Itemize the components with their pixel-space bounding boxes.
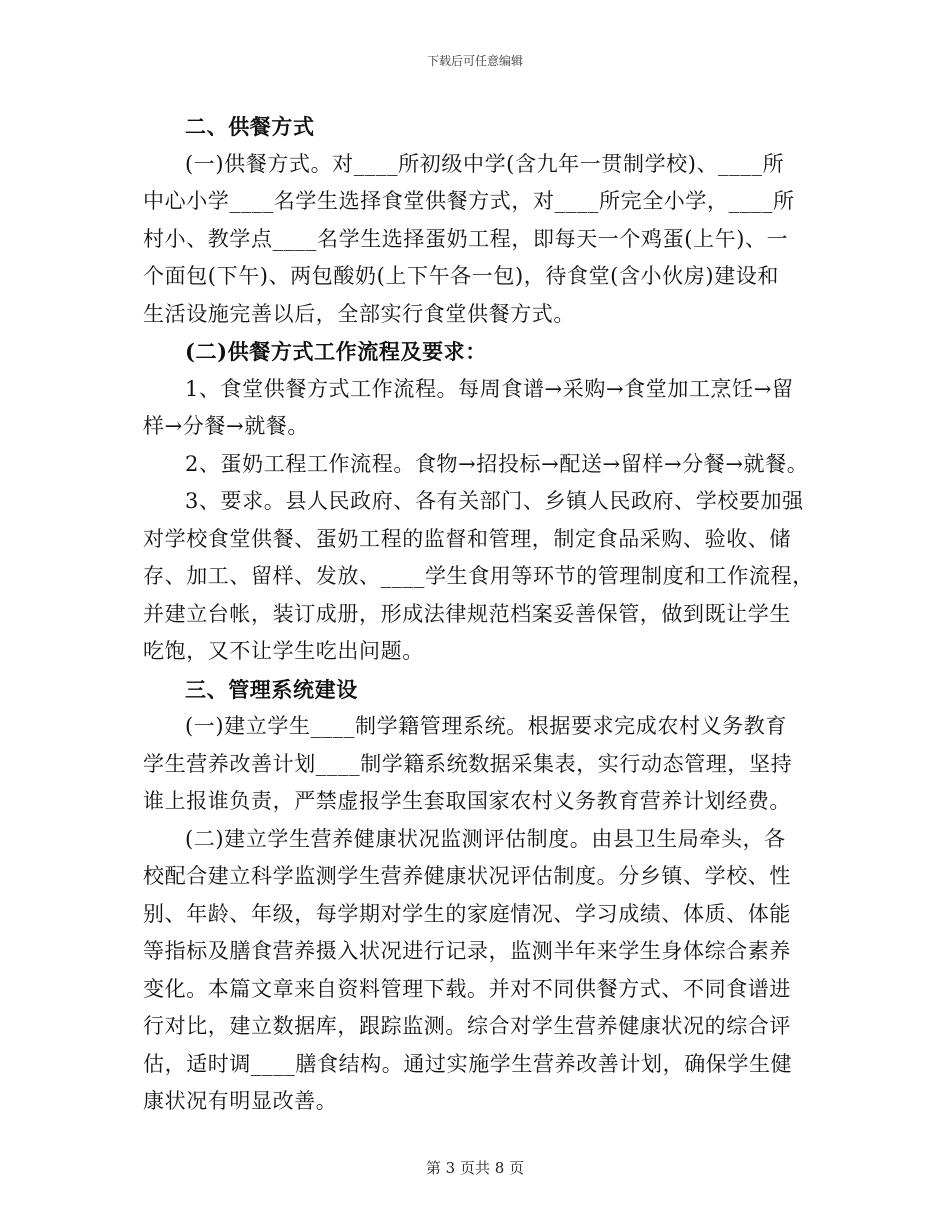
paragraph-line: (二)建立学生营养健康状况监测评估制度。由县卫生局牵头，各 [185, 826, 786, 851]
paragraph-line: 样→分餐→就餐。 [143, 414, 309, 438]
paragraph-line: 存、加工、留样、发放、____学生食用等环节的管理制度和工作流程， [143, 564, 814, 588]
paragraph-line: (一)建立学生____制学籍管理系统。根据要求完成农村义务教育 [185, 714, 787, 738]
section-heading: 二、供餐方式 [185, 114, 315, 139]
paragraph-line: 个面包(下午)、两包酸奶(上下午各一包)，待食堂(含小伙房)建设和 [143, 264, 779, 288]
page-number: 第 3 页共 8 页 [425, 1159, 525, 1177]
paragraph-line: 吃饱，又不让学生吃出问题。 [143, 639, 424, 663]
paragraph-line: 2、蛋奶工程工作流程。食物→招投标→配送→留样→分餐→就餐。 [185, 451, 809, 476]
paragraph-line: 校配合建立科学监测学生营养健康状况评估制度。分乡镇、学校、性 [143, 864, 791, 888]
paragraph-line: 等指标及膳食营养摄入状况进行记录，监测半年来学生身体综合素养 [143, 939, 791, 963]
paragraph-line: 行对比，建立数据库，跟踪监测。综合对学生营养健康状况的综合评 [143, 1014, 791, 1038]
page-header: 下载后可任意编辑 [426, 54, 523, 68]
paragraph-line: (一)供餐方式。对____所初级中学(含九年一贯制学校)、____所 [185, 151, 785, 176]
paragraph-line: 变化。本篇文章来自资料管理下载。并对不同供餐方式、不同食谱进 [143, 976, 791, 1001]
paragraph-line: 3、要求。县人民政府、各有关部门、乡镇人民政府、学校要加强 [185, 489, 804, 513]
section-heading: 三、管理系统建设 [185, 676, 358, 702]
paragraph-line: 康状况有明显改善。 [143, 1089, 338, 1113]
paragraph-line: 估，适时调____膳食结构。通过实施学生营养改善计划，确保学生健 [143, 1051, 793, 1076]
paragraph-line: 学生营养改善计划____制学籍系统数据采集表，实行动态管理，坚持 [143, 751, 793, 776]
paragraph-line: 别、年龄、年级，每学期对学生的家庭情况、学习成绩、体质、体能 [143, 901, 791, 926]
subsection-heading: (二)供餐方式工作流程及要求： [185, 339, 487, 364]
paragraph-line: 村小、教学点____名学生选择蛋奶工程，即每天一个鸡蛋(上午)、一 [143, 226, 789, 251]
paragraph-line: 中心小学____名学生选择食堂供餐方式，对____所完全小学，____所 [143, 189, 795, 213]
paragraph-line: 对学校食堂供餐、蛋奶工程的监督和管理，制定食品采购、验收、储 [143, 526, 791, 551]
paragraph-line: 1、食堂供餐方式工作流程。每周食谱→采购→食堂加工烹饪→留 [185, 376, 794, 401]
document-body [143, 108, 813, 1121]
paragraph-line: 谁上报谁负责，严禁虚报学生套取国家农村义务教育营养计划经费。 [143, 789, 791, 813]
paragraph-line: 生活设施完善以后，全部实行食堂供餐方式。 [143, 301, 575, 326]
paragraph-line: 并建立台帐，装订成册，形成法律规范档案妥善保管，做到既让学生 [143, 601, 791, 626]
